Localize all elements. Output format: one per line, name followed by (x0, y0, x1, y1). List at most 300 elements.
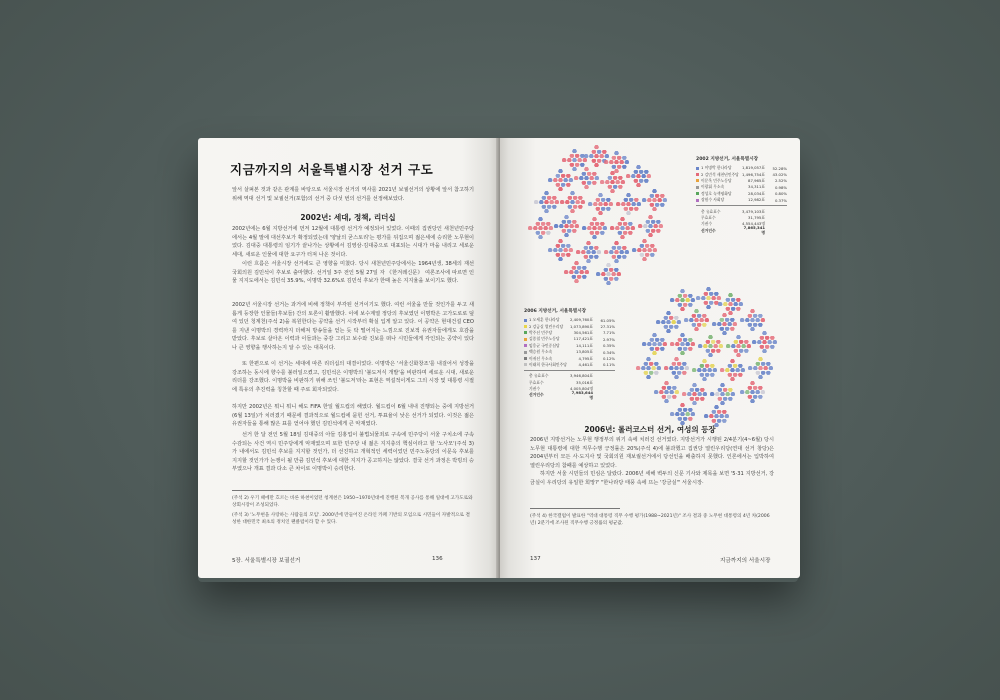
vote-hex (706, 305, 711, 309)
vote-hex (561, 244, 566, 248)
vote-hex (648, 224, 653, 228)
party-swatch (696, 192, 699, 195)
vote-hex (720, 368, 725, 372)
vote-hex (609, 268, 614, 272)
vote-hex (730, 359, 735, 363)
vote-hex (569, 163, 574, 167)
vote-hex (644, 179, 649, 183)
vote-hex (768, 366, 773, 370)
party-swatch (524, 351, 527, 354)
vote-hex (670, 412, 675, 416)
vote-hex (689, 388, 694, 392)
vote-hex (581, 181, 586, 185)
vote-hex (538, 226, 543, 230)
vote-hex (539, 200, 544, 204)
vote-hex (683, 294, 688, 298)
vote-hex (641, 174, 646, 178)
vote-hex (750, 318, 755, 322)
vote-hex (728, 311, 733, 315)
table-rows-2006 (524, 317, 615, 399)
vote-hex (648, 233, 653, 237)
vote-hex (730, 377, 735, 381)
vote-hex (560, 200, 565, 204)
vote-hex (645, 220, 650, 224)
vote-hex (664, 366, 669, 370)
paragraph-6: 선거 한 달 전인 5월 18일 김대중의 아들 김홍업이 불법뇌물죄로 구속에 민주당이 서울 구치소에 구속 수감되는 사건 역시 민주당에게 악재였으며 또한 민주당 내 젊은 지지층의 핵심이라고 할 '노사모'(주석 3)가 내에서도 김민석 후보를 지지할 것인가, 더 선진하고 개혁적인 세력이었던 민주노동당의 이문옥 후보를 지지할 것인가가 논쟁이 될 만큼 김민석 후보에 대한 지지가 공고하지는 않았다. 결국 선거 과정은 박빙의 승부였으나 개표 결과 다소 큰 차이로 이명박이 승리한다. (232, 432, 474, 473)
vote-hex (710, 373, 715, 377)
vote-hex (589, 222, 594, 226)
vote-hex (611, 272, 616, 276)
vote-hex (699, 318, 704, 322)
vote-hex (720, 383, 725, 387)
vote-percent: 2.97% (602, 336, 615, 342)
vote-hex (546, 231, 551, 235)
vote-hex (680, 307, 685, 311)
vote-hex (759, 345, 764, 349)
vote-hex (641, 366, 646, 370)
vote-hex (664, 390, 669, 394)
vote-hex (561, 174, 566, 178)
vote-hex (731, 344, 736, 348)
vote-hex (725, 307, 730, 311)
vote-hex (625, 226, 630, 230)
vote-hex (620, 180, 625, 184)
vote-hex (709, 301, 714, 305)
vote-hex (738, 364, 743, 368)
vote-hex (700, 388, 705, 392)
vote-hex (622, 255, 627, 259)
vote-hex (702, 368, 707, 372)
vote-hex (669, 316, 674, 320)
vote-hex (656, 220, 661, 224)
vote-hex (597, 150, 602, 154)
vote-hex (661, 386, 666, 390)
vote-hex (703, 344, 708, 348)
vote-hex (620, 226, 625, 230)
paragraph-2006-2: 하지만 서울 시민들의 민심은 달랐다. 2006년 세해 벽두의 신문 기사와 제목을 보면 '5·31 지방선거, 강금실이 우리당의 유일한 희망?' "한나라당 태풍 속에 뜨는 '강금실'" 서울시장· (530, 471, 774, 486)
candidate-name: 임웅균 국민중심당 (529, 342, 560, 348)
party-swatch (524, 363, 527, 366)
vote-hex (760, 390, 765, 394)
vote-hex (615, 226, 620, 230)
table-row (696, 197, 787, 203)
vote-hex (717, 397, 722, 401)
vote-hex (650, 244, 655, 248)
vote-count: 1,496,754표 (742, 171, 765, 177)
vote-hex (647, 342, 652, 346)
vote-hex (671, 362, 676, 366)
vote-hex (567, 196, 572, 200)
vote-hex (603, 277, 608, 281)
vote-hex (748, 366, 753, 370)
vote-hex (661, 395, 666, 399)
vote-hex (658, 224, 663, 228)
vote-hex (649, 347, 654, 351)
summary-label: 무효표수 (529, 379, 544, 385)
vote-hex (579, 176, 584, 180)
vote-hex (719, 414, 724, 418)
vote-hex (680, 298, 685, 302)
table-row (524, 330, 615, 336)
table-title-2006: 2006 지방선거, 서울특별시장 (524, 309, 587, 314)
vote-hex (564, 233, 569, 237)
vote-hex (544, 191, 549, 195)
vote-hex (717, 410, 722, 414)
page-number: 136 (432, 556, 443, 562)
vote-hex (571, 275, 576, 279)
vote-hex (722, 331, 727, 335)
summary-row (696, 225, 787, 236)
vote-hex (617, 231, 622, 235)
vote-hex (574, 261, 579, 265)
vote-hex (564, 215, 569, 219)
vote-hex (543, 226, 548, 230)
vote-hex (712, 368, 717, 372)
vote-hex (566, 244, 571, 248)
vote-hex (555, 174, 560, 178)
vote-hex (702, 323, 707, 327)
vote-hex (614, 268, 619, 272)
vote-hex (591, 150, 596, 154)
vote-hex (607, 185, 612, 189)
vote-hex (562, 158, 567, 162)
vote-hex (649, 338, 654, 342)
vote-hex (725, 327, 730, 331)
vote-hex (566, 183, 571, 187)
vote-hex (567, 229, 572, 233)
vote-hex (763, 366, 768, 370)
vote-hex (591, 159, 596, 163)
vote-hex (533, 226, 538, 230)
vote-hex (614, 151, 619, 155)
vote-hex (592, 217, 597, 221)
vote-hex (632, 248, 637, 252)
vote-hex (733, 349, 738, 353)
vote-hex (569, 154, 574, 158)
vote-hex (614, 259, 619, 263)
vote-hex (626, 193, 631, 197)
vote-hex (565, 200, 570, 204)
vote-hex (744, 340, 749, 344)
vote-hex (689, 397, 694, 401)
party-swatch (524, 344, 527, 347)
vote-hex (677, 408, 682, 412)
vote-hex (725, 318, 730, 322)
vote-hex (705, 373, 710, 377)
vote-hex (758, 357, 763, 361)
vote-hex (563, 248, 568, 252)
vote-hex (643, 371, 648, 375)
vote-hex (601, 207, 606, 211)
vote-hex (639, 244, 644, 248)
vote-hex (558, 248, 563, 252)
candidate-name: 이광휘 무소속 (701, 184, 725, 190)
vote-hex (594, 163, 599, 167)
table-row (524, 349, 615, 355)
vote-hex (680, 412, 685, 416)
vote-hex (648, 215, 653, 219)
vote-hex (589, 255, 594, 259)
vote-hex (669, 390, 674, 394)
vote-hex (660, 194, 665, 198)
table-rows-2002 (696, 165, 787, 234)
vote-hex (677, 294, 682, 298)
vote-hex (558, 187, 563, 191)
vote-hex (659, 390, 664, 394)
vote-percent: 27.31% (600, 324, 615, 330)
vote-hex (675, 412, 680, 416)
vote-hex (683, 408, 688, 412)
vote-hex (639, 253, 644, 257)
vote-hex (728, 397, 733, 401)
vote-hex (558, 169, 563, 173)
vote-hex (548, 178, 553, 182)
vote-hex (609, 250, 614, 254)
vote-hex (606, 263, 611, 267)
vote-hex (586, 250, 591, 254)
vote-hex (705, 349, 710, 353)
vote-hex (636, 366, 641, 370)
vote-percent: 0.11% (602, 362, 615, 368)
vote-hex (683, 417, 688, 421)
vote-hex (633, 179, 638, 183)
candidate-name: 김종철 민주노동당 (529, 336, 560, 342)
vote-hex (615, 180, 620, 184)
vote-hex (581, 172, 586, 176)
vote-count: 13,805표 (576, 349, 593, 355)
vote-hex (766, 371, 771, 375)
vote-hex (688, 417, 693, 421)
footnote-3: (주석 3) '노무현을 사랑하는 사람들의 모임'. 2000년에 만들어진 온라인 카페 기반의 모임으로 시민들이 자발적으로 결성한 대한민국 최초의 정치인 팬클럽이라 할 수 있다. (232, 513, 470, 526)
vote-hex (699, 364, 704, 368)
left-page (198, 138, 498, 578)
vote-hex (725, 298, 730, 302)
vote-hex (613, 185, 618, 189)
vote-hex (722, 322, 727, 326)
vote-hex (727, 322, 732, 326)
vote-hex (655, 203, 660, 207)
vote-hex (723, 388, 728, 392)
vote-hex (548, 226, 553, 230)
candidate-name: 이귀선 무소속 (529, 355, 553, 361)
paragraph-5: 하지만 2002년은 뭐니 뭐니 해도 FIFA 한일 월드컵의 해였다. 월드컵이 6월 내내 진행되는 중에 지방선거(6월 13일)가 치러졌기 때문에 결과적으로 월드컵에 묻힌 선거, 투표율이 낮은 선거가 되었다. 이것은 젊은 유권자들을 통해 많은 표를 얻어야 했던 김민석에게 큰 악재였다. (232, 404, 474, 428)
vote-hex (626, 202, 631, 206)
vote-hex (688, 303, 693, 307)
vote-hex (704, 318, 709, 322)
summary-label: 기권수 (701, 221, 713, 227)
vote-hex (570, 209, 575, 213)
vote-hex (733, 364, 738, 368)
vote-count: 1,073,890표 (570, 323, 593, 329)
vote-hex (611, 246, 616, 250)
vote-hex (753, 395, 758, 399)
page-number-right: 137 (530, 556, 541, 562)
vote-hex (677, 347, 682, 351)
vote-hex (736, 344, 741, 348)
vote-hex (747, 314, 752, 318)
vote-hex (672, 386, 677, 390)
vote-hex (714, 414, 719, 418)
vote-hex (614, 160, 619, 164)
summary-label: 무효표수 (701, 214, 716, 220)
vote-hex (598, 211, 603, 215)
vote-hex (548, 248, 553, 252)
vote-hex (595, 207, 600, 211)
table-row (524, 355, 615, 361)
vote-hex (602, 150, 607, 154)
vote-hex (683, 347, 688, 351)
vote-hex (760, 318, 765, 322)
vote-percent: 0.37% (774, 197, 787, 203)
vote-hex (646, 174, 651, 178)
vote-hex (680, 351, 685, 355)
vote-hex (568, 248, 573, 252)
vote-hex (732, 322, 737, 326)
vote-hex (594, 246, 599, 250)
vote-hex (602, 226, 607, 230)
vote-hex (653, 224, 658, 228)
vote-hex (611, 255, 616, 259)
vote-hex (690, 412, 695, 416)
vote-percent: 0.80% (774, 191, 787, 197)
vote-hex (642, 239, 647, 243)
vote-hex (569, 270, 574, 274)
vote-hex (709, 414, 714, 418)
vote-count: 1,819,057표 (742, 165, 765, 171)
vote-hex (580, 163, 585, 167)
vote-hex (584, 176, 589, 180)
vote-hex (587, 226, 592, 230)
vote-hex (714, 405, 719, 409)
vote-hex (609, 160, 614, 164)
vote-hex (582, 275, 587, 279)
vote-hex (596, 272, 601, 276)
vote-hex (554, 200, 559, 204)
vote-hex (750, 309, 755, 313)
vote-hex (758, 386, 763, 390)
vote-hex (761, 371, 766, 375)
vote-hex (642, 257, 647, 261)
vote-hex (646, 366, 651, 370)
vote-hex (628, 231, 633, 235)
vote-hex (731, 298, 736, 302)
vote-hex (645, 253, 650, 257)
vote-hex (649, 371, 654, 375)
vote-percent: 0.12% (602, 356, 615, 362)
vote-hex (651, 229, 656, 233)
vote-hex (703, 292, 708, 296)
vote-hex (552, 196, 557, 200)
footnote-rule-right (530, 508, 620, 509)
vote-hex (704, 414, 709, 418)
section-heading-2006: 2006년: 롤러코스터 선거, 여성의 등장 (584, 425, 716, 434)
vote-hex (736, 307, 741, 311)
table-row (696, 178, 787, 184)
vote-hex (758, 375, 763, 379)
vote-hex (572, 220, 577, 224)
vote-hex (731, 307, 736, 311)
vote-hex (586, 259, 591, 263)
vote-hex (574, 224, 579, 228)
vote-hex (572, 229, 577, 233)
vote-hex (626, 211, 631, 215)
vote-hex (649, 362, 654, 366)
vote-hex (705, 340, 710, 344)
vote-hex (594, 176, 599, 180)
vote-hex (566, 253, 571, 257)
vote-hex (724, 414, 729, 418)
summary-value: 4,005,804명 (570, 386, 593, 392)
vote-hex (711, 410, 716, 414)
vote-hex (711, 340, 716, 344)
vote-hex (541, 231, 546, 235)
vote-percent: 7.71% (602, 330, 615, 336)
vote-hex (684, 366, 689, 370)
vote-hex (578, 205, 583, 209)
candidate-name: 박주선 민주당 (529, 329, 553, 335)
vote-hex (616, 202, 621, 206)
vote-hex (680, 333, 685, 337)
paragraph-2006-1: 2006년 지방선거는 노무현 행정부의 위기 속에 치러진 선거였다. 지방선거가 시행된 2/4분기(4~6월) 당시 노무현 대통령에 대한 직무수행 긍정률은 20%(주석 4)에 불과했고 집권당 열린우리당(연대 선거 창당)은 2004년부터 모든 사·도지사 및 국회의원 재보궐선거에서 당선인을 배출하지 못했다. 인론에서는 입박하여 열린우리당의 참패를 예상하고 있었다. (530, 437, 774, 469)
vote-hex (638, 224, 643, 228)
vote-hex (594, 255, 599, 259)
footnote-4: (주석 4) 한국갤럽이 발표한 "역대 대통령 직무 수행 평가(1988~2021년)" 조사 결과 중 노무현 대통령의 4년 차(2006년) 2분기에 조사된 직무수행 긍정률의 평균값. (530, 514, 770, 527)
candidate-name: 2 강금실 열린우리당 (529, 323, 564, 329)
vote-hex (656, 320, 661, 324)
vote-hex (690, 342, 695, 346)
vote-hex (674, 390, 679, 394)
vote-hex (634, 207, 639, 211)
vote-hex (606, 272, 611, 276)
vote-hex (580, 200, 585, 204)
vote-hex (700, 397, 705, 401)
vote-hex (691, 314, 696, 318)
vote-hex (720, 401, 725, 405)
vote-hex (574, 176, 579, 180)
party-swatch (524, 331, 527, 334)
vote-hex (629, 207, 634, 211)
vote-hex (762, 349, 767, 353)
vote-hex (706, 287, 711, 291)
vote-hex (567, 158, 572, 162)
vote-hex (610, 189, 615, 193)
party-swatch (524, 338, 527, 341)
vote-hex (674, 375, 679, 379)
vote-hex (649, 194, 654, 198)
vote-hex (651, 366, 656, 370)
summary-value: 7,983,644명 (571, 390, 593, 400)
vote-hex (570, 191, 575, 195)
summary-value: 7,865,341명 (743, 225, 765, 236)
vote-hex (558, 257, 563, 261)
vote-hex (544, 200, 549, 204)
vote-hex (740, 390, 745, 394)
vote-hex (617, 255, 622, 259)
vote-hex (727, 373, 732, 377)
paragraph-1: 2002년에는 6월 지방선거에 먼저 12월에 대통령 선거가 예정되어 있었다. 이때의 집권당인 새천년민주당에서는 4월 말에 대선후보가 확정되었는데 '양날의 굳스토리'는 평가를 뒤집으며 젊은세에 승리한 노무현이었다. 김대중 대통령의 임기가 끝나가는 상황에서 김영삼·김대중으로 대표되는 시대가 마을 내리고 세로운 세대, 새로운 인물에 대한 요구가 터져 나온 것이다. (232, 226, 474, 258)
vote-hex (770, 336, 775, 340)
vote-hex (654, 371, 659, 375)
vote-hex (722, 410, 727, 414)
paragraph-4: 또 한편으로 이 선거는 세대에 따른 리더십의 대결이었다. 이명박은 '서울신화창조'를 내걸어서 성장을 강조하는 동시에 향수를 불러일으켰고, 김민석은 이명박의 '불도저식 개발'을 비판하며 세로운 시대, 새로운 리더를 강조했다. 이명박을 비판하기 위해 쓰인 '불도저'라는 표현은 역설적이게도 그의 시장 및 대통령 시절에 특유의 추진력을 칭찬할 때 주로 회자되었다. (232, 361, 474, 393)
vote-hex (741, 344, 746, 348)
vote-hex (728, 293, 733, 297)
vote-hex (599, 154, 604, 158)
vote-hex (591, 250, 596, 254)
vote-hex (677, 303, 682, 307)
vote-hex (688, 294, 693, 298)
vote-hex (606, 281, 611, 285)
